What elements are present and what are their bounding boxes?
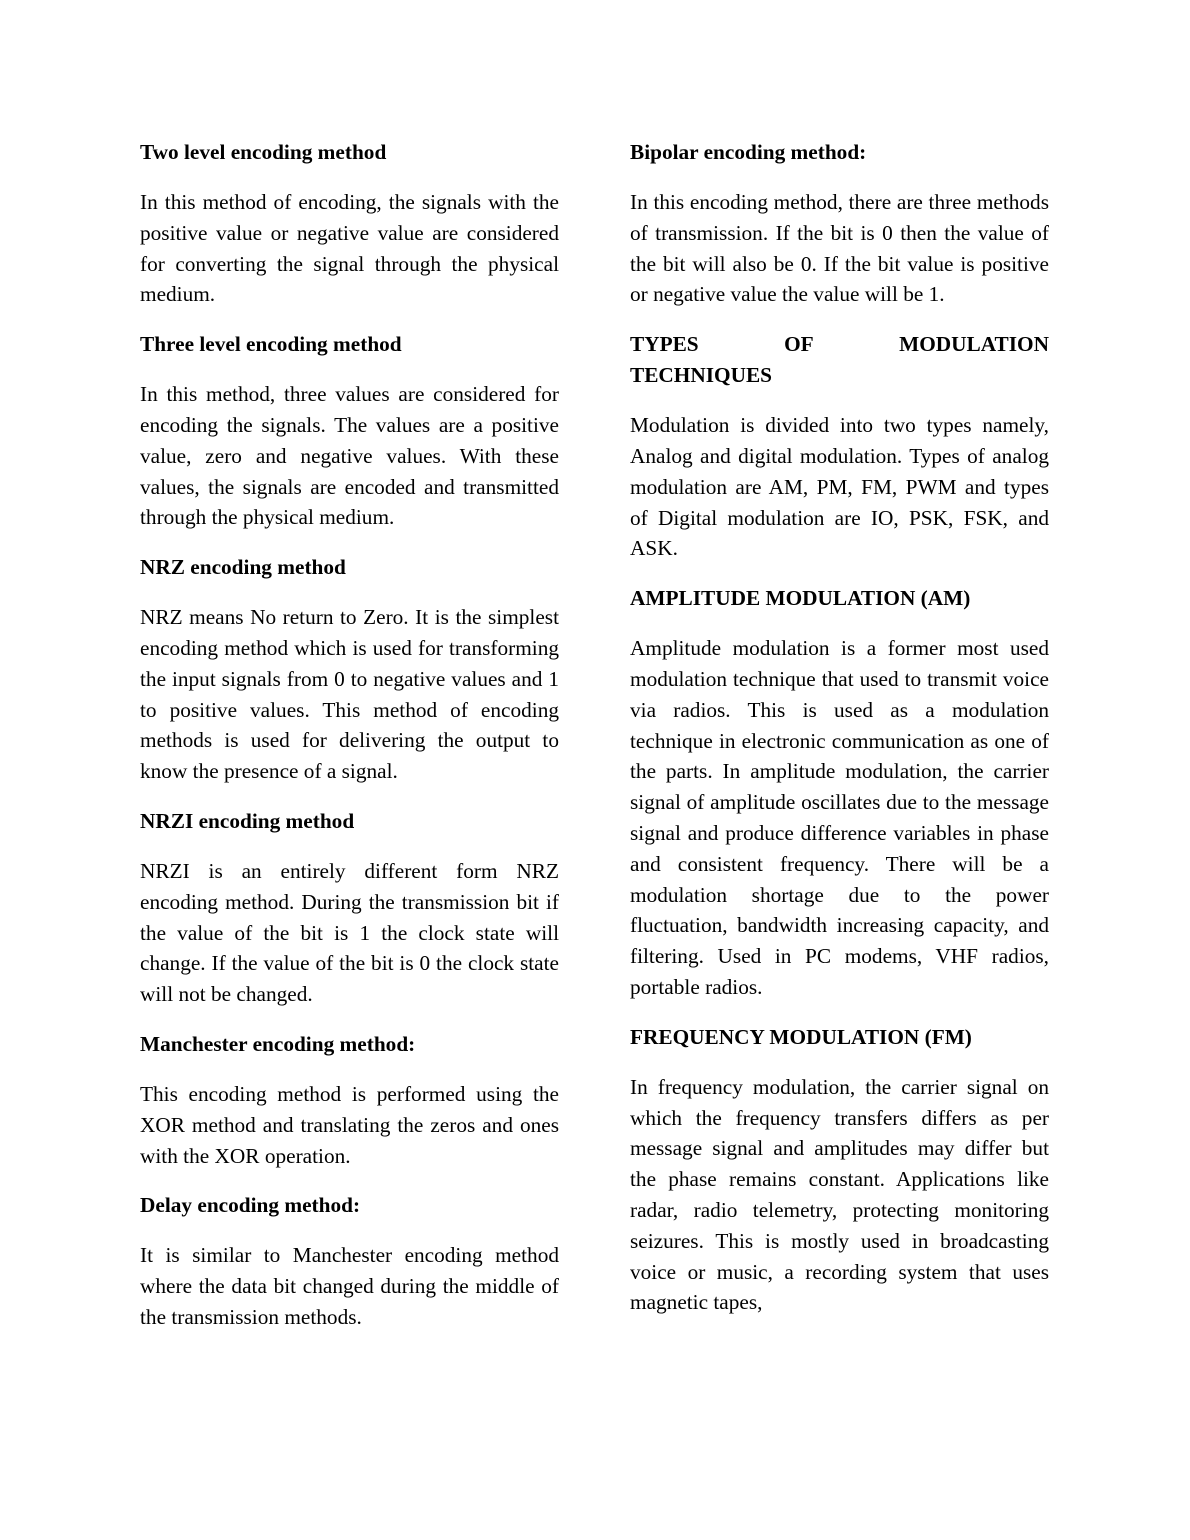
section-heading-manchester: Manchester encoding method: — [140, 1031, 416, 1056]
section-heading-am: AMPLITUDE MODULATION (AM) — [630, 586, 971, 611]
heading-word: OF — [784, 332, 814, 357]
heading-word: TYPES — [630, 332, 699, 357]
section-heading-nrz: NRZ encoding method — [140, 555, 346, 580]
section-text-two-level: In this method of encoding, the signals with the positive value or negative value are considered for converting the signal through the physical medium. — [140, 190, 559, 307]
left-column — [140, 137, 559, 1352]
section-text-three-level: In this method, three values are considered for encoding the signals. The values are a positive value, zero and negative values. With these values, the signals are encoded and transmitted through the physical medium. — [140, 382, 559, 530]
section-text-manchester: This encoding method is performed using the XOR method and translating the zeros and ones with the XOR operation. — [140, 1081, 559, 1168]
section-heading-modulation-types — [630, 329, 1049, 391]
section-heading-two-level: Two level encoding method — [140, 140, 387, 164]
section-text-delay: It is similar to Manchester encoding method where the data bit changed during the middle of the transmission methods. — [140, 1243, 559, 1329]
section-text-bipolar: In this encoding method, there are three methods of transmission. If the bit is 0 then the value of the bit will also be 0. If the bit value is positive or negative value the value will be 1. — [630, 190, 1049, 307]
section-heading-nrzi: NRZI encoding method — [140, 808, 355, 833]
heading-line-2: TECHNIQUES — [630, 363, 773, 388]
section-heading-fm: FREQUENCY MODULATION (FM) — [630, 1024, 972, 1049]
section-text-am: Amplitude modulation is a former most used modulation technique that used to transmit voice via radios. This is used as a modulation technique in electronic communication as one of the parts. In amplitude modulation, the carrier signal of amplitude oscillates due to the message signal and produce difference variables in phase and consistent frequency. There will be a modulation shortage due to the power fluctuation, bandwidth increasing capacity, and filtering. Used in PC modems, VHF radios, portable radios. — [630, 636, 1049, 999]
section-heading-three-level: Three level encoding method — [140, 332, 402, 357]
section-text-nrz: NRZ means No return to Zero. It is the simplest encoding method which is used for transforming the input signals from 0 to negative values and 1 to positive values. This method of encoding methods is used for delivering the output to know the presence of a signal. — [140, 605, 559, 784]
section-text-fm: In frequency modulation, the carrier signal on which the frequency transfers differs as per message signal and amplitudes may differ but the phase remains constant. Applications like radar, radio telemetry, protecting monitoring seizures. This is mostly used in broadcasting voice or music, a recording system that uses magnetic tapes, — [630, 1074, 1049, 1315]
right-column — [630, 137, 1049, 1337]
section-text-nrzi: NRZI is an entirely different form NRZ encoding method. During the transmission bit if the value of the bit is 1 the clock state will change. If the value of the bit is 0 the clock state will not be changed. — [140, 858, 559, 1007]
heading-line-1 — [630, 329, 1049, 360]
section-heading-delay: Delay encoding method: — [140, 1193, 361, 1218]
section-heading-bipolar: Bipolar encoding method: — [630, 140, 867, 164]
section-text-modulation-types: Modulation is divided into two types namely, Analog and digital modulation. Types of analog modulation are AM, PM, FM, PWM and types of Digital modulation are IO, PSK, FSK, and ASK. — [630, 413, 1049, 561]
heading-word: MODULATION — [899, 332, 1049, 357]
